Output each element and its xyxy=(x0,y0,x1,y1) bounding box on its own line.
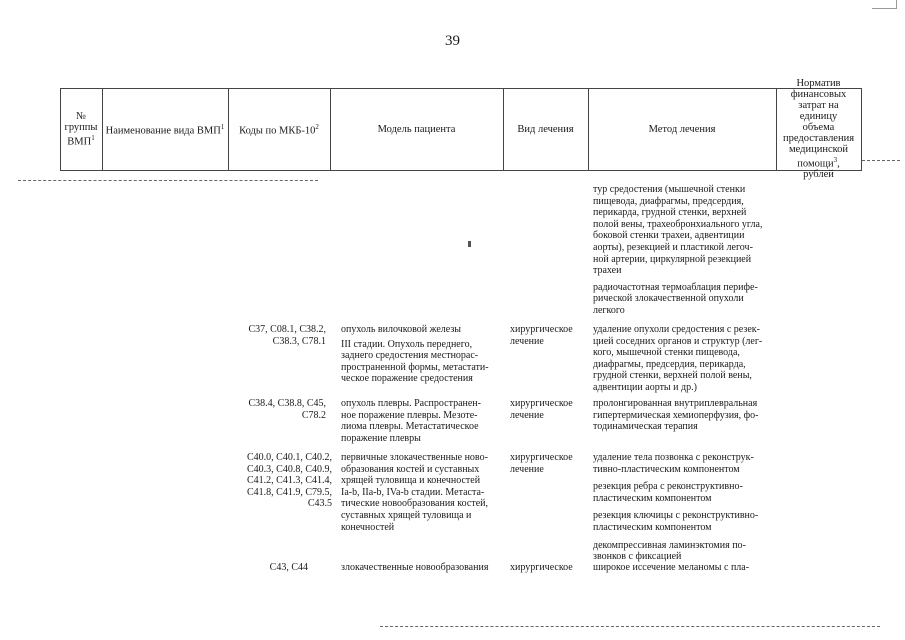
text-line: лиома плевры. Метастатическое xyxy=(341,421,479,433)
header-icd-codes: Коды по МКБ-$10^2$ xyxy=(239,122,319,137)
text-line: гипертермическая хемиоперфузия, фо- xyxy=(593,409,759,421)
text-line: Ia-b, IIa-b, IVa-b стадии. Метаста- xyxy=(341,486,485,498)
header-treatment-method: Метод лечения xyxy=(648,123,716,135)
text-line: тивно-пластическим компонентом xyxy=(593,463,740,475)
text-line: кого, мышечной стенки пищевода, xyxy=(593,347,740,359)
text-line: C43.5 xyxy=(307,498,332,510)
text-line: лечение xyxy=(510,409,544,421)
model-item xyxy=(341,324,489,336)
text-line: звонков с фиксацией xyxy=(593,551,682,563)
text-line: пищевода, диафрагмы, предсердия, xyxy=(593,195,744,207)
text-line: удаление тела позвонка с реконструк- xyxy=(593,452,754,463)
text-line: поражение плевры xyxy=(341,432,421,444)
text-line: III стадии. Опухоль переднего, xyxy=(341,338,473,350)
scan-corner-mark xyxy=(872,0,897,9)
row-3-codes xyxy=(228,452,332,510)
text-line: тические новообразования костей, xyxy=(341,498,488,510)
row-4-model-cell xyxy=(341,562,488,574)
text-line: диафрагмы, предсердия, перикарда, xyxy=(593,358,746,370)
text-line: C38.3, C78.1 xyxy=(272,335,326,347)
text-line: боковой стенки трахеи, адвентиции xyxy=(593,230,745,242)
text-line: C40.3, C40.8, C40.9, xyxy=(246,463,332,475)
text-line: резекция ключицы с реконструктивно- xyxy=(593,510,759,522)
scan-dash-line xyxy=(18,180,318,181)
text-line: цией соседних органов и структур (лег- xyxy=(593,335,763,347)
page-number: 39 xyxy=(445,33,460,49)
text-line: пролонгированная внутриплевральная xyxy=(593,398,758,409)
row-1-treatment xyxy=(510,324,573,347)
method-item xyxy=(593,184,762,277)
row-2-treatment xyxy=(510,398,573,421)
text-line: опухоль вилочковой железы xyxy=(341,324,462,335)
method-item xyxy=(593,510,758,533)
text-line: ной артерии, циркулярной резекцией xyxy=(593,253,752,265)
text-line: лечение xyxy=(510,335,544,347)
text-line: C37, C08.1, C38.2, xyxy=(248,324,326,335)
text-line: C41.2, C41.3, C41.4, xyxy=(246,475,332,487)
row-4-method-cell xyxy=(593,562,749,574)
text-line: злокачественные новообразования xyxy=(341,562,489,573)
method-item xyxy=(593,282,762,317)
row-4-treatment xyxy=(510,562,573,574)
text-line: рической злокачественной опухоли xyxy=(593,293,744,305)
text-line: широкое иссечение меланомы с пла- xyxy=(593,562,750,573)
text-line: хирургическое xyxy=(510,398,573,409)
scan-dash-line xyxy=(862,160,900,161)
row-2-method-cell xyxy=(593,398,758,433)
text-line: перикарда, грудной стенки, верхней xyxy=(593,207,747,219)
model-item xyxy=(341,398,481,444)
text-line: C40.0, C40.1, C40.2, xyxy=(246,452,332,463)
row-3-model-cell xyxy=(341,452,488,533)
text-line: образования костей и суставных xyxy=(341,463,480,475)
text-line: заднего средостения местнорас- xyxy=(341,350,479,362)
text-line: адвентиции аорты и др.) xyxy=(593,381,697,393)
row-4-codes xyxy=(228,562,308,574)
row-1-codes xyxy=(228,324,326,347)
text-line: опухоль плевры. Распространен- xyxy=(341,398,481,409)
text-line: пластическим компонентом xyxy=(593,521,712,533)
header-vmp-name: Наименование вида ВМП$^1$ xyxy=(105,122,225,137)
text-line: трахеи xyxy=(593,265,622,277)
column-rule xyxy=(861,88,862,170)
row-2-codes xyxy=(228,398,326,421)
text-line: C38.4, C38.8, C45, xyxy=(248,398,326,409)
text-line: конечностей xyxy=(341,521,395,533)
scan-speck xyxy=(468,241,471,247)
text-line: лечение xyxy=(510,463,544,475)
text-line: хирургическое xyxy=(510,324,573,335)
method-item xyxy=(593,562,749,574)
text-line: C41.8, C41.9, C79.5, xyxy=(246,486,332,498)
row-1-model-cell xyxy=(341,324,489,385)
header-treatment-type: Вид лечения xyxy=(517,123,574,135)
method-item xyxy=(593,398,758,433)
scan-dash-line xyxy=(380,626,880,627)
text-line: грудной стенки, верхней полой вены, xyxy=(593,370,752,382)
model-item xyxy=(341,562,488,574)
row-3-treatment xyxy=(510,452,573,475)
row-0-method-cell xyxy=(593,184,762,317)
header-cost-standard: Норматив финансовых затрат на единицу объема предоставления медицинской помощи$^3$, рублей xyxy=(782,77,855,181)
text-line: декомпрессивная ламинэктомия по- xyxy=(593,539,746,551)
text-line: удаление опухоли средостения с резек- xyxy=(593,324,760,335)
method-item xyxy=(593,452,758,475)
row-3-method-cell xyxy=(593,452,758,563)
header-patient-model: Модель пациента xyxy=(377,123,456,135)
text-line: пластическим компонентом xyxy=(593,492,712,504)
header-bottom-rule xyxy=(60,170,862,171)
text-line: аорты), резекцией и пластикой легоч- xyxy=(593,241,753,253)
text-line: хирургическое xyxy=(510,562,573,573)
row-2-model-cell xyxy=(341,398,481,444)
text-line: хрящей туловища и конечностей xyxy=(341,475,481,487)
text-line: радиочастотная термоаблация перифе- xyxy=(593,281,758,293)
text-line: тодинамическая терапия xyxy=(593,421,698,433)
text-line: тур средостения (мышечной стенки xyxy=(593,184,746,195)
text-line: ное поражение плевры. Мезоте- xyxy=(341,409,478,421)
method-item xyxy=(593,324,762,394)
method-item xyxy=(593,540,758,563)
text-line: C43, C44 xyxy=(269,562,308,573)
model-item xyxy=(341,339,489,385)
text-line: легкого xyxy=(593,304,625,316)
text-line: первичные злокачественные ново- xyxy=(341,452,488,463)
row-1-method-cell xyxy=(593,324,762,394)
header-group-number: № группы ВМП$^1$ xyxy=(64,110,98,148)
method-item xyxy=(593,481,758,504)
text-line: хирургическое xyxy=(510,452,573,463)
text-line: пространенной формы, метастати- xyxy=(341,361,489,373)
text-line: суставных хрящей туловища и xyxy=(341,509,472,521)
text-line: C78.2 xyxy=(301,409,326,421)
text-line: ческое поражение средостения xyxy=(341,373,473,385)
text-line: полой вены, трахеобронхиального угла, xyxy=(593,218,763,230)
text-line: резекция ребра с реконструктивно- xyxy=(593,481,743,493)
model-item xyxy=(341,452,488,533)
